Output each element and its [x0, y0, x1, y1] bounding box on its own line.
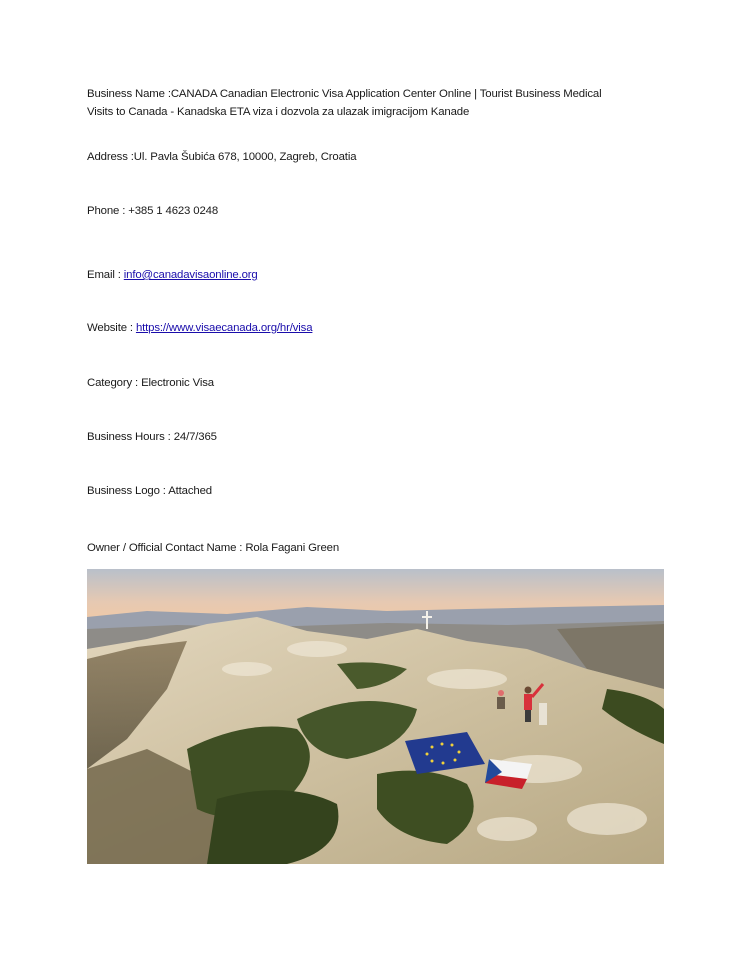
mountain-summit-photo: [87, 569, 664, 864]
category-value: Electronic Visa: [141, 377, 214, 389]
website-link[interactable]: https://www.visaecanada.org/hr/visa: [135, 322, 313, 334]
business-logo-label: Business Logo :: [87, 485, 169, 497]
business-name-label: Business Name :: [87, 88, 171, 100]
contact-name-row: [87, 539, 657, 557]
business-hours-row: [87, 428, 657, 446]
business-hours-label: Business Hours :: [87, 431, 174, 443]
business-name-row-continued: [87, 103, 657, 121]
category-label: Category :: [87, 377, 142, 389]
phone-label: Phone :: [87, 205, 129, 217]
business-hours-value: 24/7/365: [173, 431, 217, 443]
business-logo-row: [87, 482, 657, 500]
contact-name-label: Owner / Official Contact Name :: [87, 542, 246, 554]
website-row: [87, 319, 657, 337]
email-row: [87, 266, 657, 284]
business-name-value-line1: CANADA Canadian Electronic Visa Application Center Online | Tourist Business Medical: [170, 88, 602, 100]
website-label: Website :: [87, 322, 136, 334]
business-logo-value: Attached: [168, 485, 212, 497]
address-label: Address :: [87, 151, 134, 163]
email-label: Email :: [87, 269, 124, 281]
contact-name-value: Rola Fagani Green: [245, 542, 340, 554]
address-row: [87, 148, 657, 166]
email-link[interactable]: info@canadavisaonline.org: [123, 269, 258, 281]
phone-value: +385 1 4623 0248: [128, 205, 218, 217]
mountain-summit-illustration: [87, 569, 664, 864]
address-value: Ul. Pavla Šubića 678, 10000, Zagreb, Croatia: [133, 151, 357, 163]
business-name-row: [87, 85, 657, 103]
phone-row: [87, 202, 657, 220]
business-name-value-line2: Visits to Canada - Kanadska ETA viza i dozvola za ulazak imigracijom Kanade: [87, 106, 470, 118]
category-row: [87, 374, 657, 392]
